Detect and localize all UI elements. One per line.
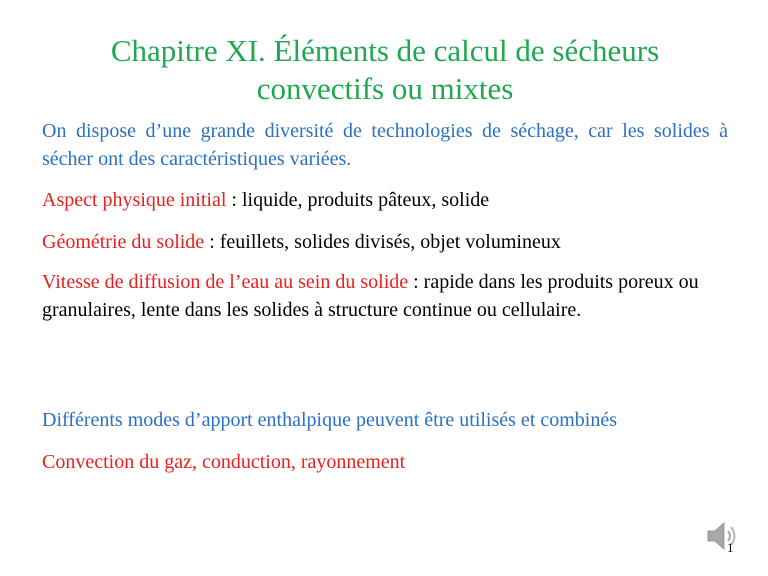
- title-line-2: convectifs ou mixtes: [256, 71, 514, 106]
- title-line-1: Chapitre XI. Éléments de calcul de sécheurs: [110, 33, 660, 68]
- geometrie-paragraph: [42, 228, 728, 256]
- geometrie-text: : feuillets, solides divisés, objet volumineux: [204, 231, 561, 253]
- page-number: 1: [727, 540, 734, 555]
- aspect-paragraph: [42, 186, 728, 214]
- slide-title: [40, 32, 730, 108]
- vitesse-paragraph: [42, 268, 728, 324]
- speaker-icon[interactable]: [706, 518, 740, 554]
- intro-paragraph: On dispose d’une grande diversité de technologies de séchage, car les solides à sécher ont des caractéristiques variées.: [42, 120, 728, 170]
- convection-paragraph: Convection du gaz, conduction, rayonnement: [42, 451, 406, 473]
- aspect-text: : liquide, produits pâteux, solide: [226, 189, 490, 211]
- vitesse-label: Vitesse de diffusion de l’eau au sein du solide: [42, 271, 409, 293]
- vitesse-text: : rapide dans les produits poreux ou granulaires, lente dans les solides à structure continue ou cellulaire.: [42, 271, 699, 321]
- modes-paragraph: Différents modes d’apport enthalpique peuvent être utilisés et combinés: [42, 409, 618, 431]
- geometrie-label: Géométrie du solide: [42, 231, 205, 253]
- aspect-label: Aspect physique initial: [42, 189, 227, 211]
